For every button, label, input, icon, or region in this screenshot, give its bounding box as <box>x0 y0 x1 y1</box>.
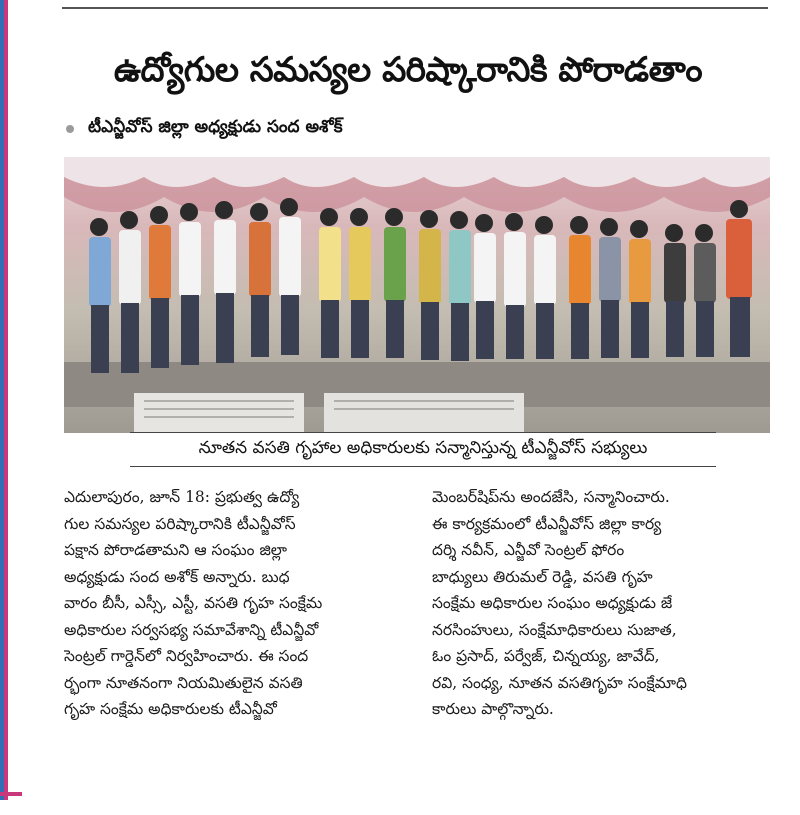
body-line: నరసింహులు, సంక్షేమాధికారులు సుజాత, <box>432 620 677 639</box>
body-line: కారులు పాల్గొన్నారు. <box>432 700 554 718</box>
article-subhead <box>66 117 343 141</box>
caption-rule-top <box>130 432 716 433</box>
body-line: సెంట్రల్ గార్డెన్‌లో నిర్వహించారు. ఈ సంద <box>64 647 309 665</box>
caption-rule-bottom <box>130 466 716 467</box>
margin-rule <box>0 0 8 800</box>
body-line: దర్శి నవీన్, ఎన్జీవో సెంట్రల్ ఫోరం <box>432 541 625 559</box>
margin-rule-pink <box>4 0 8 800</box>
article-headline: ఉద్యోగుల సమస్యల పరిష్కారానికి పోరాడతాం <box>113 50 703 90</box>
photo-caption: నూతన వసతి గృహాల అధికారులకు సన్మానిస్తున్న టీఎన్జీవోస్ సభ్యులు <box>198 438 648 458</box>
body-line: అధికారుల సర్వసభ్య సమావేశాన్ని టీఎన్జీవో <box>64 620 319 639</box>
body-line: ఈ కార్యక్రమంలో టీఎన్జీవోస్ జిల్లా కార్య <box>432 514 662 533</box>
body-line: బాధ్యులు తిరుమల్ రెడ్డి, వసతి గృహ <box>432 567 653 586</box>
bullet-icon <box>66 125 74 133</box>
body-line: మెంబర్‌షిప్‌ను అందజేసి, సన్మానించారు. <box>432 488 670 506</box>
subhead-text: టీఎన్జీవోస్ జిల్లా అధ్యక్షుడు సంద అశోక్ <box>88 117 343 137</box>
body-line: ఓం ప్రసాద్, పర్వేజ్, చిన్నయ్య, జావేద్, <box>432 647 660 665</box>
body-line: ఎదులాపురం, జూన్ 18: ప్రభుత్వ ఉద్యో <box>64 488 300 506</box>
body-line: వారం బీసీ, ఎస్సీ, ఎస్టీ, వసతి గృహ సంక్షేమ <box>64 594 323 612</box>
body-line: అధ్యక్షుడు సంద అశోక్ అన్నారు. బుధ <box>64 567 290 586</box>
body-line: గుల సమస్యల పరిష్కారానికి టీఎన్జీవోస్ <box>64 514 296 533</box>
body-line: సంక్షేమ అధికారుల సంఘం అధ్యక్షుడు జే <box>432 594 673 612</box>
margin-rule-foot <box>0 792 22 796</box>
body-line: ర్భంగా నూతనంగా నియమితులైన వసతి <box>64 673 303 692</box>
body-column-left <box>64 484 402 723</box>
body-line: రవి, సంధ్య, నూతన వసతిగృహ సంక్షేమాధి <box>432 673 687 692</box>
group-photo-illustration <box>64 157 770 433</box>
body-line: గృహ సంక్షేమ అధికారులకు టీఎన్జీవో <box>64 700 277 718</box>
article-photo <box>64 157 770 433</box>
top-divider <box>62 7 768 9</box>
body-column-right <box>432 484 770 723</box>
body-line: పక్షాన పోరాడతామని ఆ సంఘం జిల్లా <box>64 541 288 559</box>
